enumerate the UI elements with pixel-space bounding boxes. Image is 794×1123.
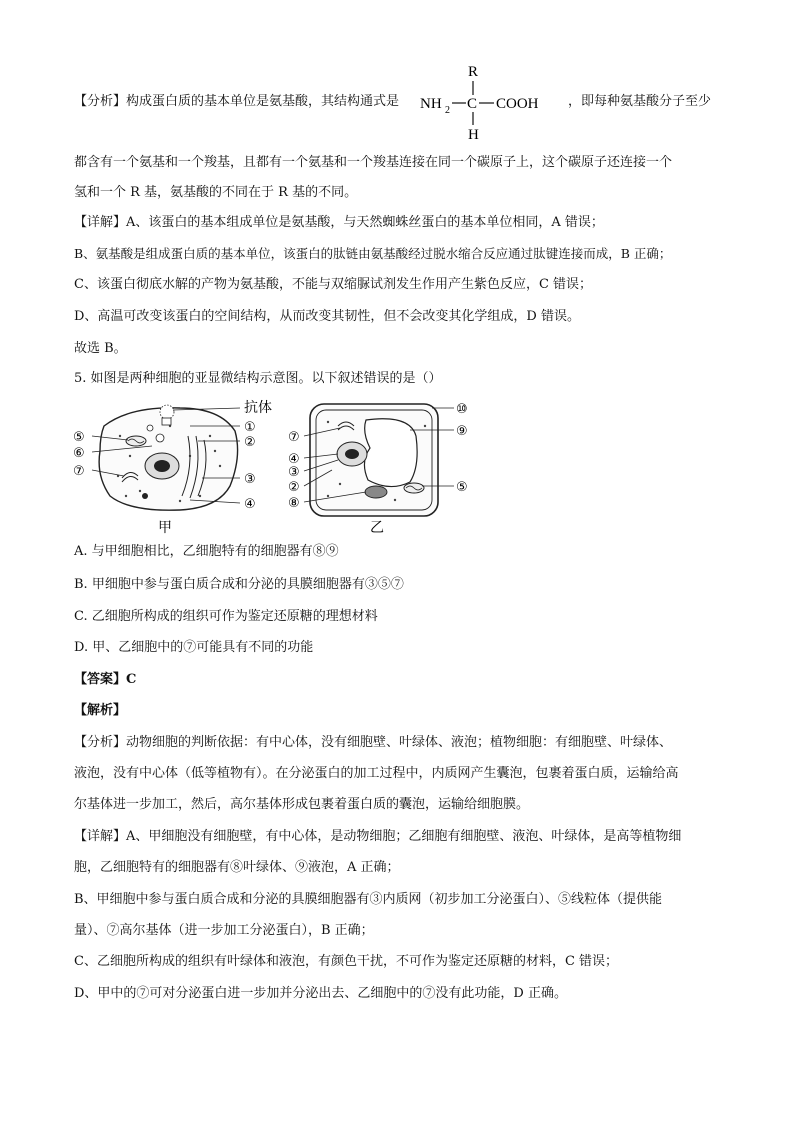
label-antibody: 抗体 [244,400,272,416]
jiexi-label: 【解析】 [74,703,127,718]
animal-cell [92,405,240,510]
label-a3: ③ [244,472,256,487]
label-a4: ④ [244,497,256,512]
q5-detail-5: C、乙细胞所构成的组织有叶绿体和液泡，有颜色干扰，不可作为鉴定还原糖的材料，C 错误； [74,954,619,969]
analysis-line-1-suffix [568,92,754,112]
label-b2: ② [288,480,300,495]
label-b10: ⑩ [456,402,468,417]
formula-sub2: 2 [445,105,450,116]
q5-detail-3: B、甲细胞中参与蛋白质合成和分泌的具膜细胞器有③内质网（初步加工分泌蛋白）、⑤线粒体（提供能 [74,892,663,907]
analysis-line-2: 都含有一个氨基和一个羧基，且都有一个氨基和一个羧基连接在同一个碳原子上，这个碳原子还连接一个 [74,155,673,170]
plant-cell [304,404,454,516]
option-b: B. 甲细胞中参与蛋白质合成和分泌的具膜细胞器有③⑤⑦ [74,577,404,592]
question-5-stem: 5. 如图是两种细胞的亚显微结构示意图。以下叙述错误的是（） [74,371,442,386]
detail-b: B、氨基酸是组成蛋白质的基本单位，该蛋白的肽链由氨基酸经过脱水缩合反应通过肽键连接而成，B 正确； [74,246,672,261]
label-b9: ⑨ [456,424,468,439]
label-a1: ① [244,420,256,435]
q5-detail-1: 【详解】A、甲细胞没有细胞壁，有中心体，是动物细胞；乙细胞有细胞壁、液泡、叶绿体，是高等植物细 [74,829,682,844]
formula-r: R [468,64,479,80]
cell-diagram [70,396,490,536]
formula-c: C [467,96,478,112]
option-d: D. 甲、乙细胞中的⑦可能具有不同的功能 [74,640,314,655]
label-a7: ⑦ [73,464,85,479]
choose-b: 故选 B。 [74,341,127,356]
formula-nh2: NH [420,96,442,112]
label-a6: ⑥ [73,446,85,461]
formula-cooh: COOH [496,96,539,112]
q5-analysis-1: 【分析】动物细胞的判断依据：有中心体，没有细胞壁、叶绿体、液泡；植物细胞：有细胞壁、叶绿体、 [74,735,673,750]
analysis-suffix: ，即每种氨基酸分子至少 [568,94,712,109]
detail-d: D、高温可改变该蛋白的空间结构，从而改变其韧性，但不会改变其化学组成，D 错误。 [74,309,580,324]
label-b4: ④ [288,452,300,467]
q5-analysis-2: 液泡，没有中心体（低等植物有）。在分泌蛋白的加工过程中，内质网产生囊泡，包裹着蛋白质，运输给高 [74,766,679,781]
label-a5: ⑤ [73,430,85,445]
amino-acid-formula [418,62,578,144]
label-yi: 乙 [370,520,384,536]
label-jia: 甲 [158,520,172,536]
q5-detail-4: 量）、⑦高尔基体（进一步加工分泌蛋白），B 正确； [74,923,374,938]
label-b5: ⑤ [456,480,468,495]
option-c: C. 乙细胞所构成的组织可作为鉴定还原糖的理想材料 [74,609,378,624]
q5-detail-6: D、甲中的⑦可对分泌蛋白进一步加并分泌出去、乙细胞中的⑦没有此功能，D 正确。 [74,986,567,1001]
label-b7: ⑦ [288,430,300,445]
label-b8: ⑧ [288,496,300,511]
detail-a: 【详解】A、该蛋白的基本组成单位是氨基酸，与天然蜘蛛丝蛋白的基本单位相同，A 错误； [74,215,604,230]
formula-h: H [468,127,479,143]
q5-detail-2: 胞，乙细胞特有的细胞器有⑧叶绿体、⑨液泡，A 正确； [74,860,400,875]
analysis-prefix: 【分析】构成蛋白质的基本单位是氨基酸，其结构通式是 [74,94,400,109]
analysis-line-3: 氢和一个 R 基，氨基酸的不同在于 R 基的不同。 [74,185,358,200]
q5-analysis-3: 尔基体进一步加工，然后，高尔基体形成包裹着蛋白质的囊泡，运输给细胞膜。 [74,797,530,812]
detail-c: C、该蛋白彻底水解的产物为氨基酸，不能与双缩脲试剂发生作用产生紫色反应，C 错误； [74,277,593,292]
label-a2: ② [244,435,256,450]
option-a: A. 与甲细胞相比，乙细胞特有的细胞器有⑧⑨ [74,544,339,559]
answer-label: 【答案】C [74,672,137,687]
label-b3: ③ [288,465,300,480]
